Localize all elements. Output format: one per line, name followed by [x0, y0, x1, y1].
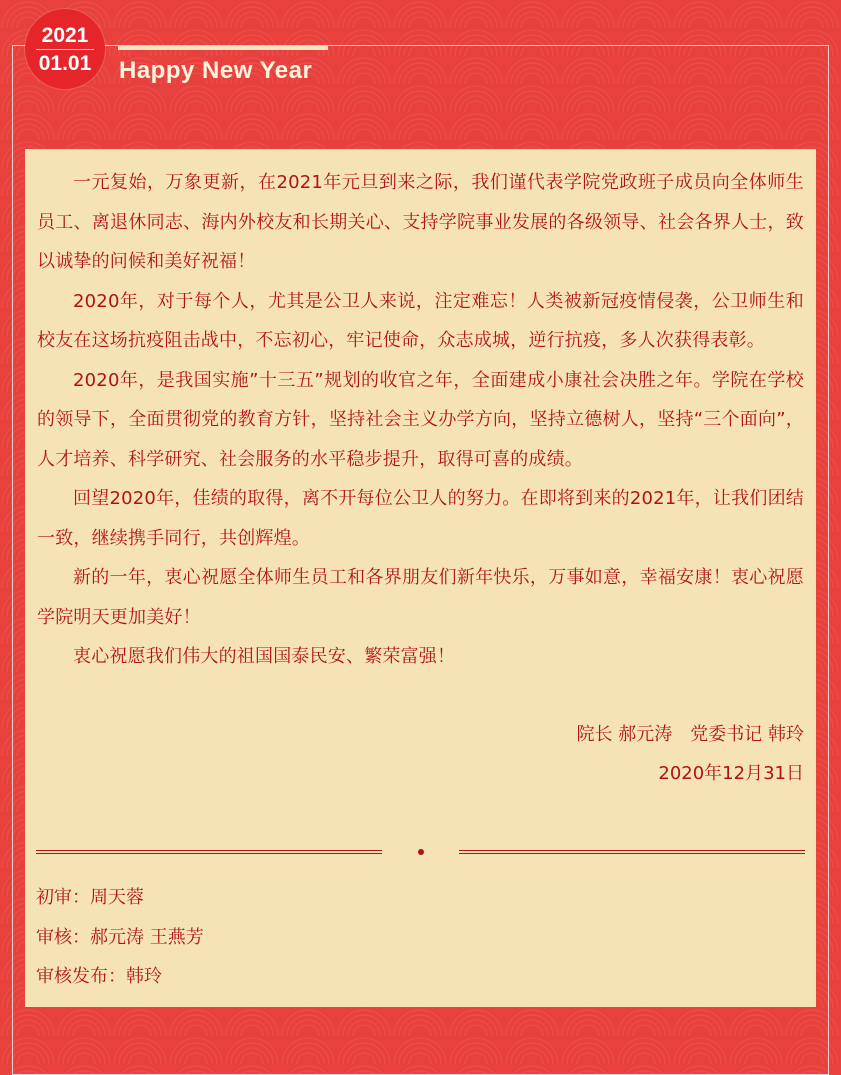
credit-review: 审核：郝元涛 王燕芳 [36, 926, 204, 948]
letter-date: 2020年12月31日 [658, 763, 804, 784]
badge-year: 2021 [41, 23, 89, 47]
paragraph-1: 一元复始，万象更新，在2021年元旦到来之际，我们谨代表学院党政班子成员向全体师生员工、离退休同志、海内外校友和长期关心、支持学院事业发展的各级领导、社会各界人士，致以诚挚的问候和美好祝福！ [37, 172, 804, 272]
paragraph-5: 新的一年，衷心祝愿全体师生员工和各界朋友们新年快乐，万事如意，幸福安康！衷心祝愿学院明天更加美好！ [37, 567, 804, 628]
badge-monthday: 01.01 [38, 51, 92, 75]
divider-left-line [36, 850, 382, 854]
paragraph-3: 2020年，是我国实施”十三五”规划的收官之年，全面建成小康社会决胜之年。学院在学校的领导下，全面贯彻党的教育方针，坚持社会主义办学方向，坚持立德树人，坚持“三个面向”，人才培养、科学研究、社会服务的水平稳步提升，取得可喜的成绩。 [37, 369, 804, 470]
letter-body [37, 163, 804, 677]
title-bar [118, 46, 328, 50]
credits [36, 878, 204, 997]
divider-right-line [459, 850, 805, 854]
divider-dot [418, 849, 424, 855]
page-title: Happy New Year [119, 57, 313, 84]
credit-publish: 审核发布：韩玲 [36, 966, 162, 987]
paragraph-4: 回望2020年，佳绩的取得，离不开每位公卫人的努力。在即将到来的2021年，让我们团结一致，继续携手同行，共创辉煌。 [37, 488, 804, 549]
date-badge [25, 9, 105, 89]
letter-card [25, 149, 816, 1007]
paragraph-6: 衷心祝愿我们伟大的祖国国泰民安、繁荣富强！ [73, 646, 456, 667]
badge-divider [36, 49, 94, 50]
paragraph-2: 2020年，对于每个人，尤其是公卫人来说，注定难忘！人类被新冠疫情侵袭，公卫师生和校友在这场抗疫阻击战中，不忘初心，牢记使命，众志成城，逆行抗疫，多人次获得表彰。 [37, 290, 804, 351]
signature: 院长 郝元涛 党委书记 韩玲 [576, 723, 804, 745]
section-divider [36, 849, 805, 855]
credit-first-review: 初审：周天蓉 [36, 887, 144, 908]
